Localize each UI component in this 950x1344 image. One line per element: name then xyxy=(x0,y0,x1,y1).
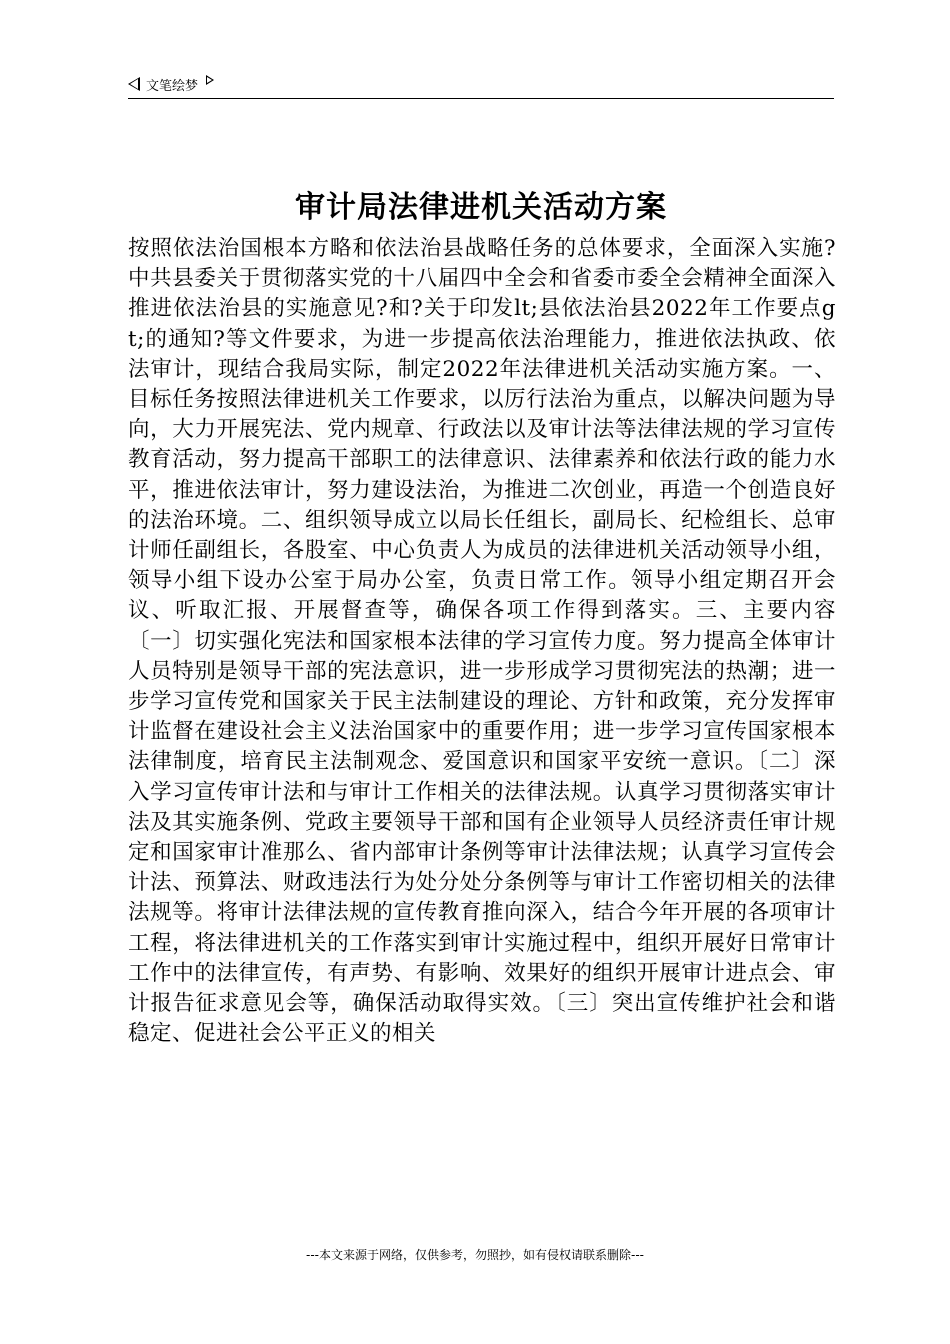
document-body: 按照依法治国根本方略和依法治县战略任务的总体要求，全面深入实施?中共县委关于贯彻落实党的十八届四中全会和省委市委全会精神全面深入推进依法治县的实施意见?和?关于印发lt;县依法治县2022年工作要点gt;的通知?等文件要求，为进一步提高依法治理能力，推进依法执政、依法审计，现结合我局实际，制定2022年法律进机关活动实施方案。一、目标任务按照法律进机关工作要求，以厉行法治为重点，以解决问题为导向，大力开展宪法、党内规章、行政法以及审计法等法律法规的学习宣传教育活动，努力提高干部职工的法律意识、法律素养和依法行政的能力水平，推进依法审计，努力建设法治，为推进二次创业，再造一个创造良好的法治环境。二、组织领导成立以局长任组长，副局长、纪检组长、总审计师任副组长，各股室、中心负责人为成员的法律进机关活动领导小组，领导小组下设办公室于局办公室，负责日常工作。领导小组定期召开会议、听取汇报、开展督查等，确保各项工作得到落实。三、主要内容〔一〕切实强化宪法和国家根本法律的学习宣传力度。努力提高全体审计人员特别是领导干部的宪法意识，进一步形成学习贯彻宪法的热潮；进一步学习宣传党和国家关于民主法制建设的理论、方针和政策，充分发挥审计监督在建设社会主义法治国家中的重要作用；进一步学习宣传国家根本法律制度，培育民主法制观念、爱国意识和国家平安统一意识。〔二〕深入学习宣传审计法和与审计工作相关的法律法规。认真学习贯彻落实审计法及其实施条例、党政主要领导干部和国有企业领导人员经济责任审计规定和国家审计准那么、省内部审计条例等审计法律法规；认真学习宣传会计法、预算法、财政违法行为处分处分条例等与审计工作密切相关的法律法规等。将审计法律法规的宣传教育推向深入，结合今年开展的各项审计工程，将法律进机关的工作落实到审计实施过程中，组织开展好日常审计工作中的法律宣传，有声势、有影响、效果好的组织开展审计进点会、审计报告征求意见会等，确保活动取得实效。〔三〕突出宣传维护社会和谐稳定、促进社会公平正义的相关 xyxy=(128,236,836,1047)
triangle-right-icon xyxy=(206,75,214,85)
header-brand: 文笔绘梦 xyxy=(146,78,199,94)
page-header xyxy=(128,74,834,99)
page-footer: ---本文来源于网络，仅供参考，勿照抄，如有侵权请联系删除--- xyxy=(306,1248,644,1262)
document-title: 审计局法律进机关活动方案 xyxy=(295,190,667,225)
triangle-left-icon xyxy=(128,77,140,91)
